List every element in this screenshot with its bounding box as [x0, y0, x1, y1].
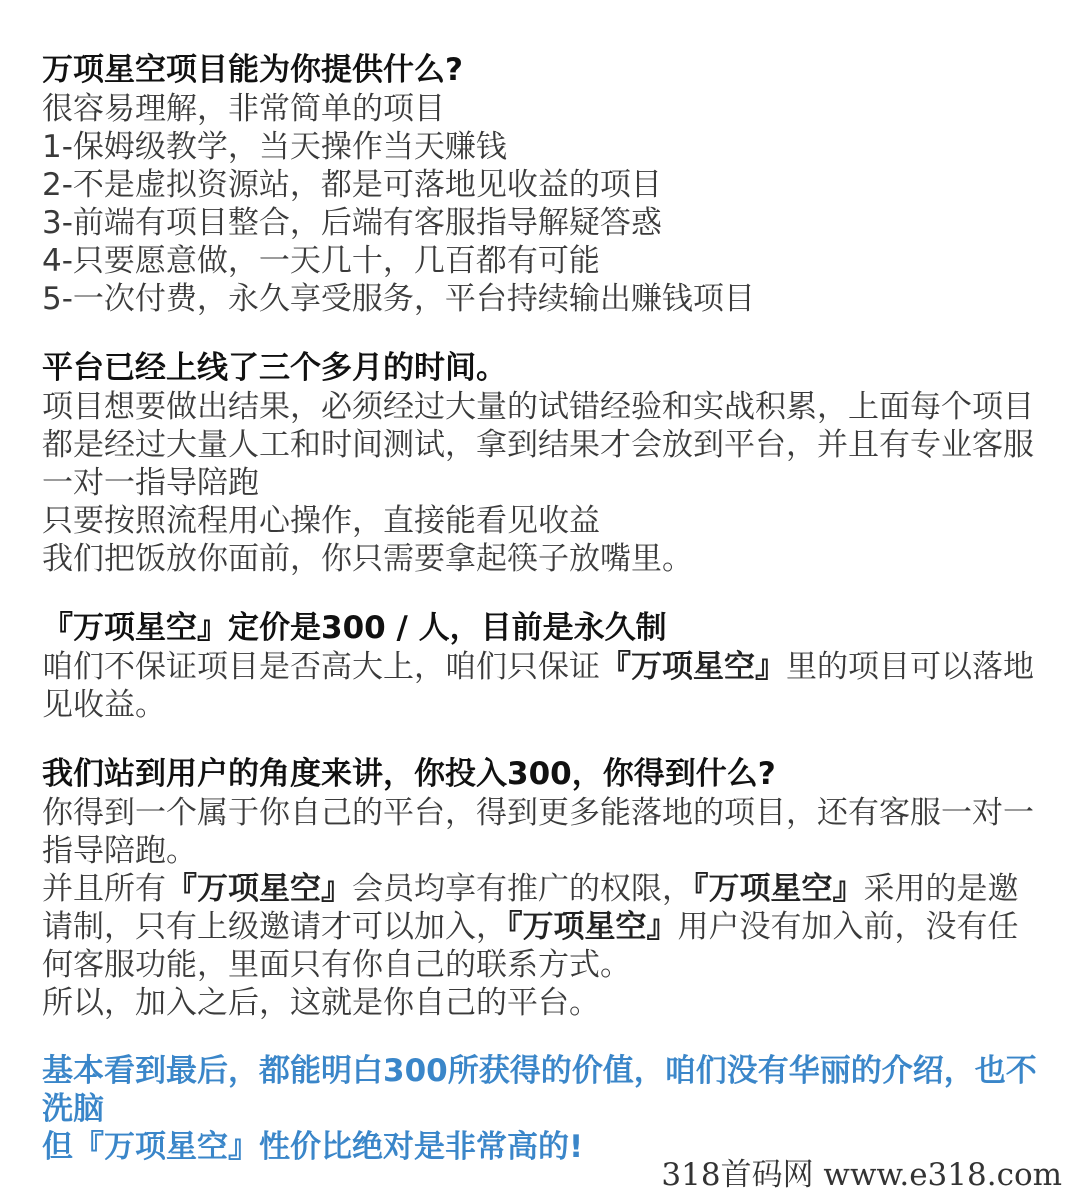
closing-line: 但『万项星空』性价比绝对是非常高的! [42, 1129, 584, 1165]
section-offerings [42, 50, 1047, 318]
text-paragraph [42, 648, 1047, 724]
text-line: 4-只要愿意做，一天几十，几百都有可能 [42, 243, 600, 279]
section-user-value [42, 754, 1047, 1022]
text-line: 很容易理解，非常简单的项目 [42, 91, 445, 127]
text-line: 5-一次付费，永久享受服务，平台持续输出赚钱项目 [42, 281, 755, 317]
watermark: 318首码网 www.e318.com [661, 1157, 1062, 1193]
closing-line: 基本看到最后，都能明白300所获得的价值，咱们没有华丽的介绍，也不洗脑 [42, 1053, 1037, 1127]
text-run: 用户没有加入前，没有任何客服功能，里面只有你自己的联系方式。 [42, 909, 1019, 983]
text-line: 2-不是虚拟资源站，都是可落地见收益的项目 [42, 167, 662, 203]
brand-name: 『万项星空』 [166, 871, 352, 907]
section-heading: 万项星空项目能为你提供什么? [42, 52, 463, 88]
brand-name: 『万项星空』 [507, 909, 678, 945]
section-heading: 我们站到用户的角度来讲，你投入300，你得到什么? [42, 756, 776, 792]
text-line: 所以，加入之后，这就是你自己的平台。 [42, 985, 600, 1021]
brand-name: 『万项星空』 [600, 649, 786, 685]
text-run: 会员均享有推广的权限， [352, 871, 693, 907]
text-run: 并且所有 [42, 871, 166, 907]
text-run: 采用的是邀请制，只有上级邀请才可以加入， [42, 871, 1019, 945]
section-pricing [42, 608, 1047, 724]
text-line: 3-前端有项目整合，后端有客服指导解疑答惑 [42, 205, 662, 241]
document-body [42, 50, 1047, 1196]
text-line: 1-保姆级教学，当天操作当天赚钱 [42, 129, 507, 165]
text-paragraph: 项目想要做出结果，必须经过大量的试错经验和实战积累，上面每个项目都是经过大量人工和时间测试，拿到结果才会放到平台，并且有专业客服一对一指导陪跑 [42, 389, 1034, 501]
section-online [42, 348, 1047, 578]
section-heading: 平台已经上线了三个多月的时间。 [42, 350, 507, 386]
brand-name: 『万项星空』 [693, 871, 864, 907]
text-line: 我们把饭放你面前，你只需要拿起筷子放嘴里。 [42, 541, 693, 577]
text-line: 只要按照流程用心操作，直接能看见收益 [42, 503, 600, 539]
text-paragraph: 你得到一个属于你自己的平台，得到更多能落地的项目，还有客服一对一指导陪跑。 [42, 795, 1034, 869]
text-run: 里的项目可以落地见收益。 [42, 649, 1034, 723]
text-run: 咱们不保证项目是否高大上，咱们只保证 [42, 649, 600, 685]
section-heading: 『万项星空』定价是300 / 人，目前是永久制 [42, 610, 667, 646]
text-paragraph [42, 870, 1047, 984]
